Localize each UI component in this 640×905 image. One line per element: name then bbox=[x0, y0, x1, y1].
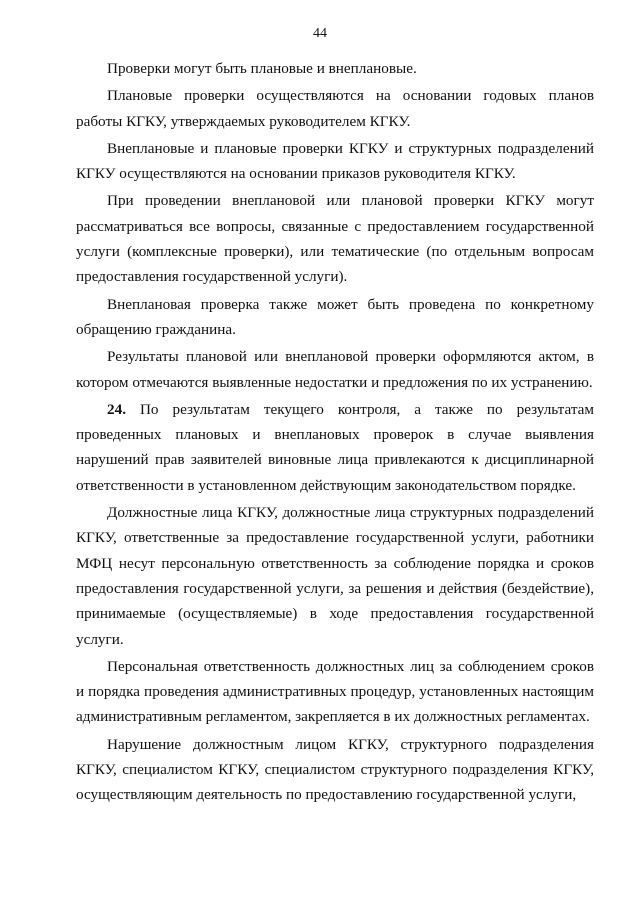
paragraph: При проведении внеплановой или плановой проверки КГКУ могут рассматриваться все вопросы, связанные с предоставлением государственной услуги (комплексные проверки), или тематические (по отдельным вопросам предоставления государственной услуги). bbox=[76, 192, 594, 286]
paragraph: Персональная ответственность должностных лиц за соблюдением сроков и порядка проведения административных процедур, установленных настоящим административным регламентом, закрепляется в их должностных регламентах. bbox=[76, 657, 594, 726]
paragraph: Внеплановые и плановые проверки КГКУ и структурных подразделений КГКУ осуществляются на основании приказов руководителя КГКУ. bbox=[76, 139, 594, 183]
paragraph: Нарушение должностным лицом КГКУ, структурного подразделения КГКУ, специалистом КГКУ, специалистом структурного подразделения КГКУ, осуществляющим деятельность по предоставлению государственной услуги, bbox=[76, 735, 594, 804]
paragraph: Внеплановая проверка также может быть проведена по конкретному обращению гражданина. bbox=[76, 295, 594, 338]
paragraph: Должностные лица КГКУ, должностные лица структурных подразделений КГКУ, ответственные за предоставление государственной услуги, работники МФЦ несут персональную ответственность за соблюдение порядка и сроков предоставления государственной услуги, за решения и действия (бездействие), принимаемые (осуществляемые) в ходе предоставления государственной услуги. bbox=[76, 504, 594, 648]
paragraph: Проверки могут быть плановые и внеплановые. bbox=[107, 60, 417, 77]
paragraph: Результаты плановой или внеплановой проверки оформляются актом, в котором отмечаются выявленные недостатки и предложения по их устранению. bbox=[76, 348, 594, 391]
paragraph: Плановые проверки осуществляются на основании годовых планов работы КГКУ, утверждаемых руководителем КГКУ. bbox=[76, 87, 594, 130]
document-body bbox=[76, 56, 594, 810]
page-number: 44 bbox=[313, 26, 327, 41]
numbered-paragraph: 24. По результатам текущего контроля, а также по результатам проведенных плановых и внеплановых проверок в случае выявления нарушений прав заявителей виновные лица привлекаются к дисциплинарной ответственности в установленном действующим законодательством порядке. bbox=[76, 400, 595, 494]
item-number: 24. bbox=[107, 400, 126, 418]
